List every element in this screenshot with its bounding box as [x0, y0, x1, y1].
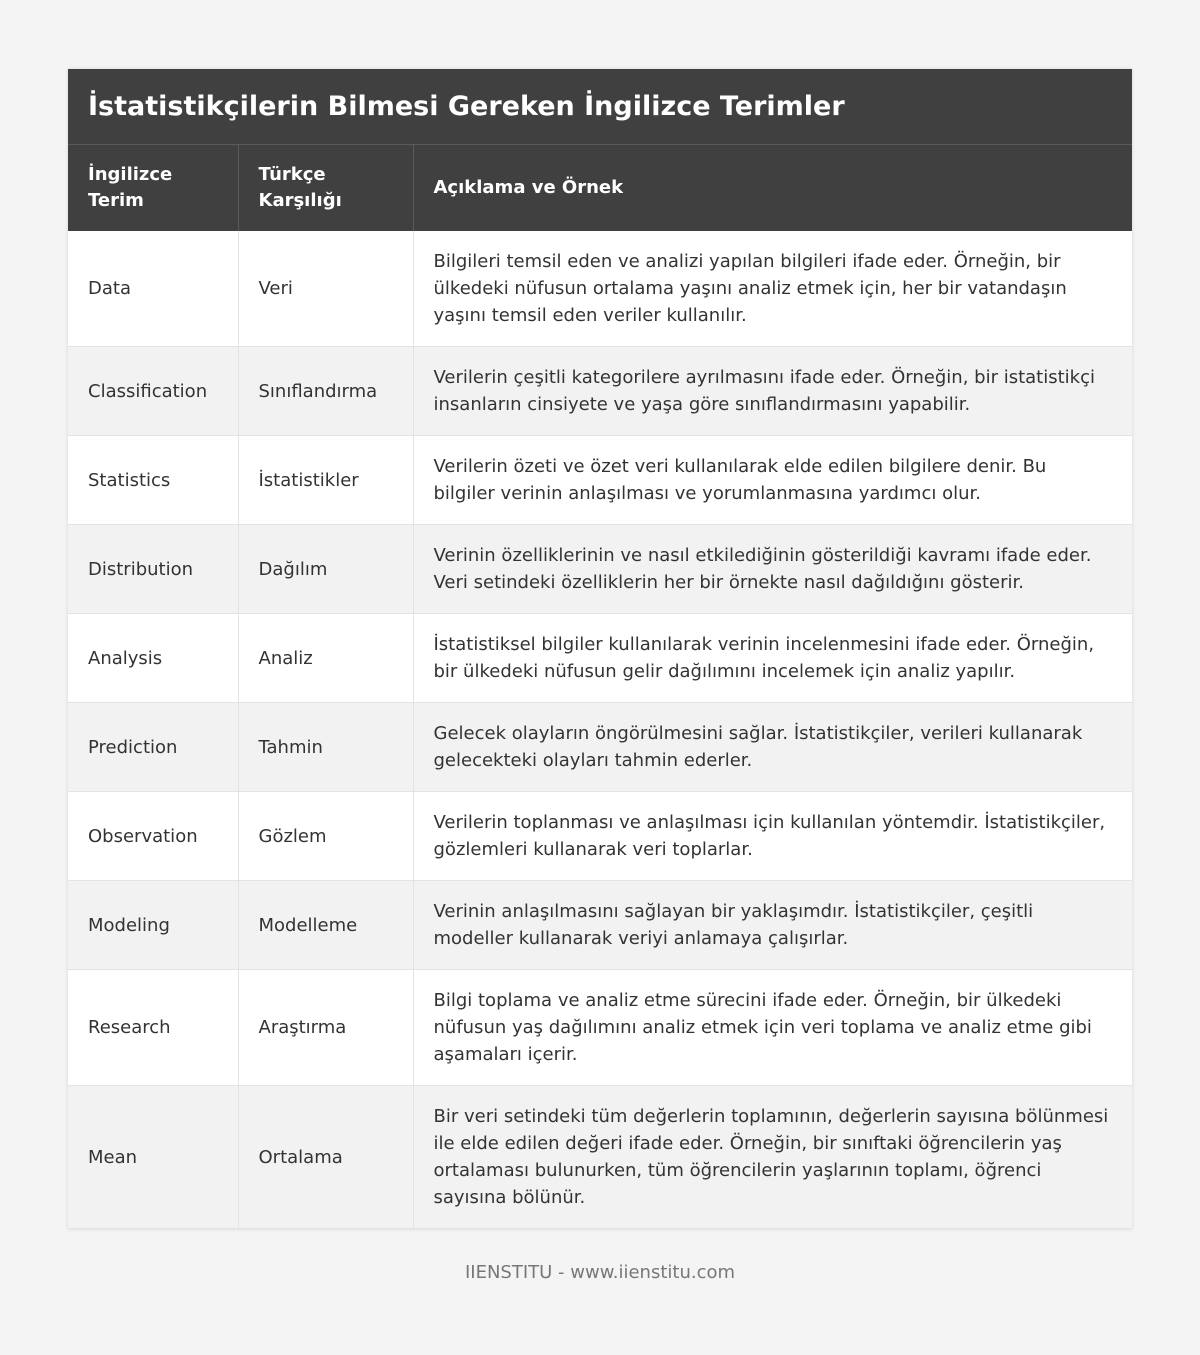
english-term-cell: Modeling: [68, 881, 238, 970]
turkish-term-cell: Modelleme: [238, 881, 413, 970]
english-term-cell: Analysis: [68, 614, 238, 703]
turkish-term-cell: Ortalama: [238, 1086, 413, 1229]
table-row: [68, 792, 1132, 881]
english-term-cell: Statistics: [68, 436, 238, 525]
turkish-term-cell: Tahmin: [238, 703, 413, 792]
english-term-cell: Research: [68, 970, 238, 1086]
table-row: [68, 231, 1132, 347]
turkish-term-cell: Analiz: [238, 614, 413, 703]
description-cell: Bilgi toplama ve analiz etme sürecini ifade eder. Örneğin, bir ülkedeki nüfusun yaş dağılımını analiz etmek için veri toplama ve analiz etme gibi aşamaları içerir.: [413, 970, 1132, 1086]
table-row: [68, 881, 1132, 970]
english-term-cell: Prediction: [68, 703, 238, 792]
description-cell: Verinin anlaşılmasını sağlayan bir yaklaşımdır. İstatistikçiler, çeşitli modeller kullanarak veriyi anlamaya çalışırlar.: [413, 881, 1132, 970]
terms-table-card: [68, 69, 1132, 1229]
column-header-english-term: İngilizce Terim: [68, 145, 238, 231]
description-cell: Bilgileri temsil eden ve analizi yapılan bilgileri ifade eder. Örneğin, bir ülkedeki nüfusun ortalama yaşını analiz etmek için, her bir vatandaşın yaşını temsil eden veriler kullanılır.: [413, 231, 1132, 347]
description-cell: Verinin özelliklerinin ve nasıl etkilediğinin gösterildiği kavramı ifade eder. Veri setindeki özelliklerin her bir örnekte nasıl dağıldığını gösterir.: [413, 525, 1132, 614]
english-term-cell: Mean: [68, 1086, 238, 1229]
description-cell: Verilerin çeşitli kategorilere ayrılmasını ifade eder. Örneğin, bir istatistikçi insanların cinsiyete ve yaşa göre sınıflandırmasını yapabilir.: [413, 347, 1132, 436]
turkish-term-cell: Dağılım: [238, 525, 413, 614]
description-cell: Bir veri setindeki tüm değerlerin toplamının, değerlerin sayısına bölünmesi ile elde edilen değeri ifade eder. Örneğin, bir sınıftaki öğrencilerin yaş ortalaması bulunurken, tüm öğrencilerin yaşlarının toplamı, öğrenci sayısına bölünür.: [413, 1086, 1132, 1229]
table-header-row: [68, 145, 1132, 231]
table-row: [68, 347, 1132, 436]
turkish-term-cell: Veri: [238, 231, 413, 347]
english-term-cell: Observation: [68, 792, 238, 881]
description-cell: Gelecek olayların öngörülmesini sağlar. İstatistikçiler, verileri kullanarak gelecekteki olayları tahmin ederler.: [413, 703, 1132, 792]
description-cell: İstatistiksel bilgiler kullanılarak verinin incelenmesini ifade eder. Örneğin, bir ülkedeki nüfusun gelir dağılımını incelemek için analiz yapılır.: [413, 614, 1132, 703]
table-title: İstatistikçilerin Bilmesi Gereken İngilizce Terimler: [68, 69, 1132, 145]
english-term-cell: Data: [68, 231, 238, 347]
english-term-cell: Classification: [68, 347, 238, 436]
english-term-cell: Distribution: [68, 525, 238, 614]
table-row: [68, 970, 1132, 1086]
table-row: [68, 525, 1132, 614]
column-header-turkish-equivalent: Türkçe Karşılığı: [238, 145, 413, 231]
table-row: [68, 436, 1132, 525]
table-row: [68, 703, 1132, 792]
turkish-term-cell: Sınıflandırma: [238, 347, 413, 436]
turkish-term-cell: Araştırma: [238, 970, 413, 1086]
table-row: [68, 614, 1132, 703]
column-header-description: Açıklama ve Örnek: [413, 145, 1132, 231]
description-cell: Verilerin özeti ve özet veri kullanılarak elde edilen bilgilere denir. Bu bilgiler verinin anlaşılması ve yorumlanmasına yardımcı olur.: [413, 436, 1132, 525]
description-cell: Verilerin toplanması ve anlaşılması için kullanılan yöntemdir. İstatistikçiler, gözlemleri kullanarak veri toplarlar.: [413, 792, 1132, 881]
table-row: [68, 1086, 1132, 1229]
turkish-term-cell: Gözlem: [238, 792, 413, 881]
terms-table: [68, 145, 1132, 1229]
footer-credit: IIENSTITU - www.iienstitu.com: [464, 1262, 736, 1283]
turkish-term-cell: İstatistikler: [238, 436, 413, 525]
